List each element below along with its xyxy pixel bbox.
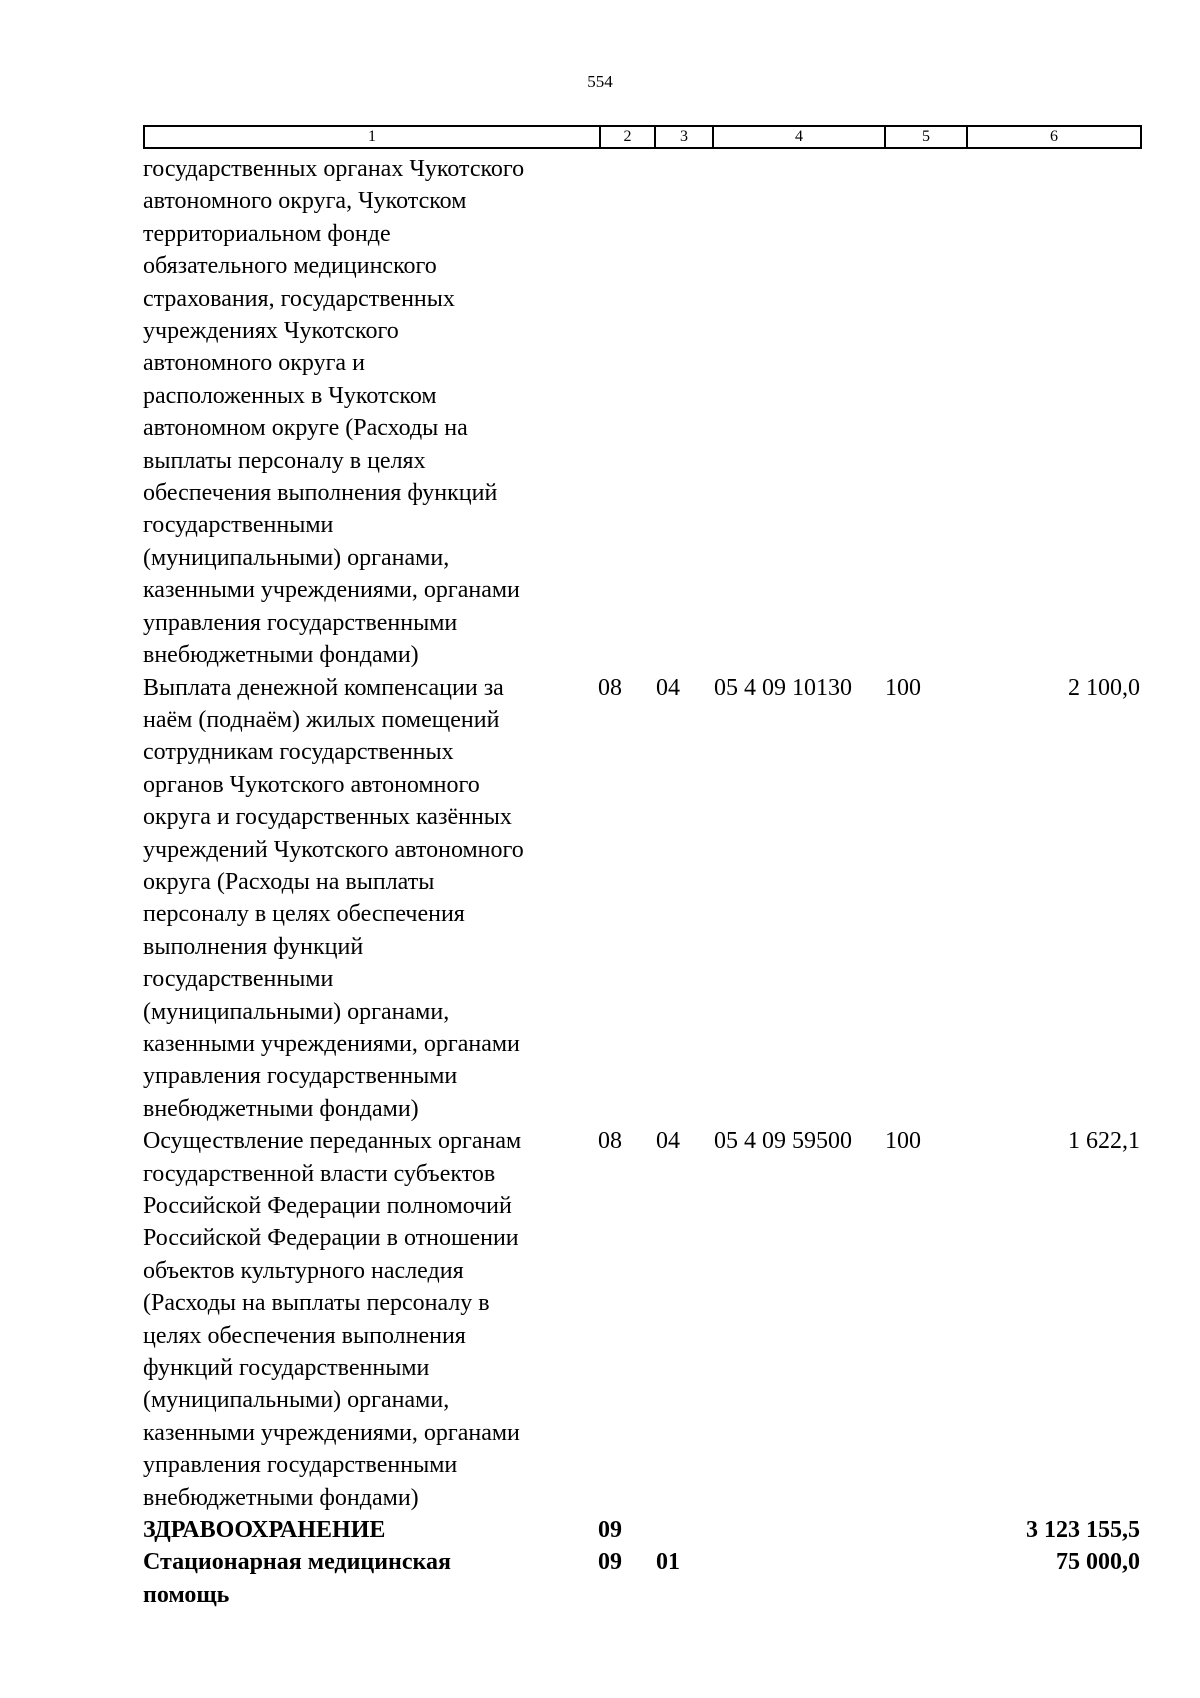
row-description-line: страхования, государственных (143, 285, 455, 312)
table-row (143, 1125, 1140, 1514)
row-description-line: (муниципальными) органами, (143, 998, 450, 1025)
row-description-line: обеспечения выполнения функций (143, 480, 498, 507)
row-description-line: объектов культурного наследия (143, 1257, 464, 1284)
row-description-line: органов Чукотского автономного (143, 771, 480, 798)
table-row (143, 1514, 1140, 1546)
row-description-line: автономного округа, Чукотском (143, 188, 467, 215)
row-description-line: внебюджетными фондами) (143, 1484, 419, 1511)
row-description (143, 1546, 605, 1611)
expense-type-code: 100 (885, 1128, 921, 1155)
column-header-6: 6 (967, 126, 1141, 148)
row-description-line: Российской Федерации полномочий (143, 1193, 512, 1219)
row-description (143, 1514, 605, 1546)
row-description-line: учреждениях Чукотского (143, 318, 399, 345)
row-description-line: управления государственными (143, 1063, 458, 1090)
subsection-code: 01 (656, 1549, 680, 1576)
row-description-line: обязательного медицинского (143, 253, 437, 280)
row-description-line: сотрудникам государственных (143, 739, 454, 766)
row-description-line: округа и государственных казённых (143, 804, 512, 831)
row-description-line: округа (Расходы на выплаты (143, 868, 435, 895)
row-description-line: персоналу в целях обеспечения (143, 901, 465, 928)
row-description-line: автономного округа и (143, 350, 365, 377)
table-row (143, 153, 1140, 672)
section-code: 08 (598, 674, 622, 701)
amount-value: 1 622,1 (1068, 1128, 1140, 1155)
amount-value: 75 000,0 (1056, 1549, 1140, 1576)
row-description (143, 1125, 605, 1514)
row-description-line: наём (поднаём) жилых помещений (143, 706, 500, 733)
row-description-line: территориальном фонде (143, 220, 391, 247)
row-description-line: Выплата денежной компенсации за (143, 674, 504, 701)
row-description-line: целях обеспечения выполнения (143, 1322, 466, 1349)
row-description-line: казенными учреждениями, органами (143, 577, 520, 604)
row-description-line: казенными учреждениями, органами (143, 1030, 520, 1057)
column-header-3: 3 (655, 126, 713, 148)
column-header-5: 5 (885, 126, 967, 148)
row-description-line: Российской Федерации в отношении (143, 1225, 519, 1252)
target-article-code: 05 4 09 59500 (714, 1128, 852, 1155)
row-description-line: функций государственными (143, 1355, 430, 1382)
expense-type-code: 100 (885, 674, 921, 701)
row-description-line: (муниципальными) органами, (143, 1387, 450, 1414)
row-description-line: государственной власти субъектов (143, 1160, 496, 1187)
row-description-line: внебюджетными фондами) (143, 1095, 419, 1122)
section-code: 09 (598, 1549, 622, 1576)
column-header-table (143, 125, 1142, 149)
row-description (143, 672, 605, 1126)
target-article-code: 05 4 09 10130 (714, 674, 852, 701)
budget-table-body (143, 153, 1140, 1611)
row-description-line: (Расходы на выплаты персоналу в (143, 1290, 490, 1317)
row-description-line: Осуществление переданных органам (143, 1128, 522, 1155)
column-header-row (144, 126, 1141, 148)
row-description-line: (муниципальными) органами, (143, 544, 450, 571)
page-number: 554 (587, 72, 613, 91)
row-description-line: учреждений Чукотского автономного (143, 836, 524, 863)
row-description-line: управления государственными (143, 609, 458, 636)
row-description-line: выплаты персоналу в целях (143, 447, 426, 474)
row-description (143, 153, 605, 672)
subsection-code: 04 (656, 1128, 680, 1155)
table-row (143, 672, 1140, 1126)
table-row (143, 1546, 1140, 1611)
row-description-line: расположенных в Чукотском (143, 382, 437, 409)
row-description-line: ЗДРАВООХРАНЕНИЕ (143, 1517, 386, 1544)
section-code: 09 (598, 1517, 622, 1544)
row-description-line: выполнения функций (143, 933, 364, 960)
row-description-line: управления государственными (143, 1452, 458, 1479)
row-description-line: государственными (143, 966, 334, 993)
column-header-2: 2 (600, 126, 655, 148)
row-description-line: Стационарная медицинская (143, 1549, 451, 1576)
row-description-line: казенными учреждениями, органами (143, 1419, 520, 1446)
row-description-line: внебюджетными фондами) (143, 642, 419, 669)
row-description-line: государственными (143, 512, 334, 539)
column-header-4: 4 (713, 126, 885, 148)
amount-value: 2 100,0 (1068, 674, 1140, 701)
section-code: 08 (598, 1128, 622, 1155)
amount-value: 3 123 155,5 (1026, 1517, 1140, 1544)
row-description-line: автономном округе (Расходы на (143, 415, 468, 442)
subsection-code: 04 (656, 674, 680, 701)
row-description-line: помощь (143, 1581, 230, 1608)
column-header-1: 1 (144, 126, 600, 148)
row-description-line: государственных органах Чукотского (143, 156, 525, 182)
